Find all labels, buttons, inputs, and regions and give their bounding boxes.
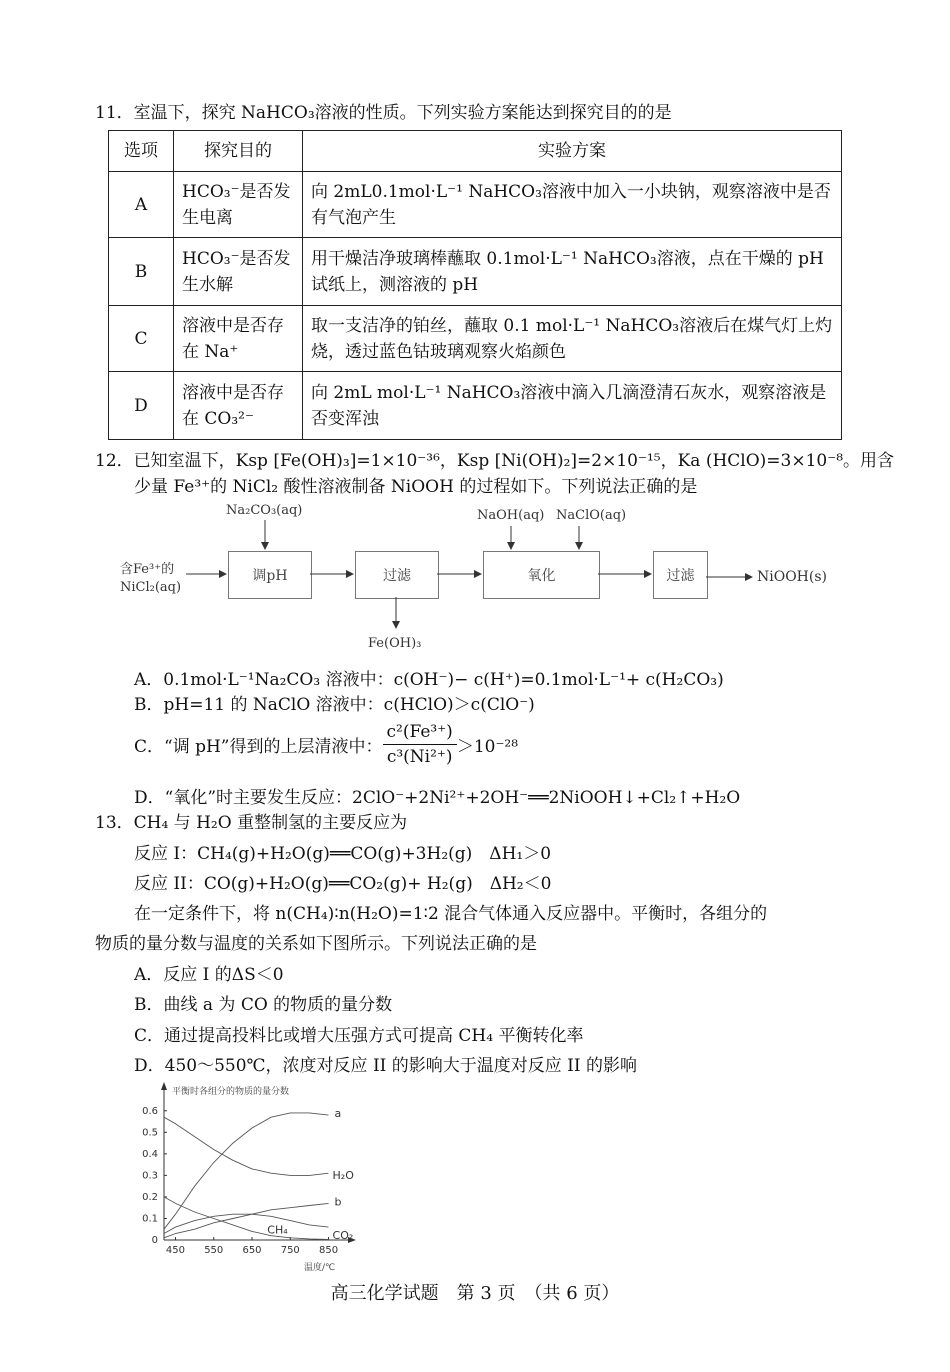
row-plan: 用干燥洁净玻璃棒蘸取 0.1mol·L⁻¹ NaHCO₃溶液，点在干燥的 pH 试纸上，测溶液的 pH	[303, 238, 842, 306]
q12-option-d: D．“氧化”时主要发生反应：2ClO⁻+2Ni²⁺+2OH⁻══2NiOOH↓+Cl₂↑+H₂O	[134, 788, 741, 808]
q12-option-c-suffix: ＞10⁻²⁸	[456, 737, 519, 757]
equilibrium-fraction-chart	[120, 1078, 370, 1272]
series-label: a	[334, 1107, 342, 1121]
y-tick-label: 0	[151, 1235, 158, 1246]
q13-stem: 13．CH₄ 与 H₂O 重整制氢的主要反应为	[95, 813, 408, 833]
row-plan: 向 2mL0.1mol·L⁻¹ NaHCO₃溶液中加入一小块钠，观察溶液中是否有气泡产生	[303, 172, 842, 238]
flow-step-filter-1: 过滤	[355, 551, 439, 599]
row-goal: 溶液中是否存在 Na⁺	[174, 306, 303, 372]
q12-option-c	[134, 720, 518, 769]
row-option: D	[109, 372, 174, 440]
flow-input-line2: NiCl₂(aq)	[120, 580, 182, 595]
row-option: C	[109, 306, 174, 372]
header-goal: 探究目的	[174, 131, 303, 172]
q12-option-c-fraction	[383, 720, 457, 769]
y-tick-label: 0.5	[142, 1127, 158, 1139]
flow-step-oxidize: 氧化	[483, 551, 600, 599]
series-line	[164, 1113, 329, 1229]
q12-option-c-prefix: C．“调 pH”得到的上层清液中：	[134, 737, 383, 757]
series-line	[164, 1117, 329, 1175]
flow-reagent-naclo: NaClO(aq)	[556, 508, 627, 523]
q12-option-a: A．0.1mol·L⁻¹Na₂CO₃ 溶液中：c(OH⁻)− c(H⁺)=0.1mol·L⁻¹+ c(H₂CO₃)	[134, 670, 724, 690]
x-tick-label: 550	[204, 1245, 224, 1256]
x-tick-label: 450	[165, 1245, 186, 1256]
row-plan: 向 2mL mol·L⁻¹ NaHCO₃溶液中滴入几滴澄清石灰水，观察溶液是否变浑浊	[303, 372, 842, 440]
row-option: A	[109, 172, 174, 238]
y-tick-label: 0.4	[142, 1148, 158, 1160]
series-line	[164, 1203, 329, 1237]
q11-stem: 11．室温下，探究 NaHCO₃溶液的性质。下列实验方案能达到探究目的的是	[95, 103, 672, 123]
q13-option-d: D．450～550℃，浓度对反应 II 的影响大于温度对反应 II 的影响	[134, 1056, 638, 1076]
q12-stem-line1: 12．已知室温下，Ksp [Fe(OH)₃]=1×10⁻³⁶，Ksp [Ni(OH)₂]=2×10⁻¹⁵，Ka (HClO)=3×10⁻⁸。用含	[95, 451, 895, 471]
header-plan: 实验方案	[303, 131, 842, 172]
flow-step-adjust-ph: 调pH	[228, 551, 312, 599]
flow-reagent-naoh: NaOH(aq)	[477, 508, 545, 523]
x-tick-label: 850	[318, 1245, 339, 1256]
q13-desc-line1: 在一定条件下，将 n(CH₄)∶n(H₂O)=1∶2 混合气体通入反应器中。平衡时，各组分的	[134, 904, 768, 924]
header-option: 选项	[109, 131, 174, 172]
row-goal: HCO₃⁻是否发生水解	[174, 238, 303, 306]
q13-option-b: B．曲线 a 为 CO 的物质的量分数	[134, 995, 393, 1015]
y-tick-label: 0.6	[142, 1105, 158, 1117]
y-axis-arrow	[161, 1082, 167, 1090]
y-tick-label: 0.3	[142, 1170, 158, 1182]
q12-option-b: B．pH=11 的 NaClO 溶液中：c(HClO)＞c(ClO⁻)	[134, 695, 535, 715]
x-tick-label: 650	[242, 1245, 262, 1256]
q13-reaction-1: 反应 I：CH₄(g)+H₂O(g)══CO(g)+3H₂(g) ΔH₁＞0	[134, 844, 552, 864]
series-label: CO₂	[332, 1229, 354, 1243]
series-label: b	[334, 1195, 342, 1209]
q13-option-a: A．反应 I 的ΔS＜0	[134, 965, 284, 985]
row-goal: HCO₃⁻是否发生电离	[174, 172, 303, 238]
q13-reaction-2: 反应 II：CO(g)+H₂O(g)══CO₂(g)+ H₂(g) ΔH₂＜0	[134, 874, 552, 894]
row-goal: 溶液中是否存在 CO₃²⁻	[174, 372, 303, 440]
x-axis-label: 温度/℃	[304, 1263, 336, 1272]
y-axis-label: 平衡时各组分的物质的量分数	[172, 1087, 290, 1097]
flow-step-filter-2: 过滤	[653, 551, 708, 599]
page-footer: 高三化学试题 第 3 页 （共 6 页）	[330, 1283, 620, 1304]
x-tick-label: 750	[280, 1245, 300, 1256]
flow-product-niooh: NiOOH(s)	[757, 569, 827, 585]
q13-option-c: C．通过提高投料比或增大压强方式可提高 CH₄ 平衡转化率	[134, 1026, 584, 1046]
y-tick-label: 0.1	[142, 1213, 158, 1225]
flow-reagent-na2co3: Na₂CO₃(aq)	[226, 503, 303, 518]
series-label: H₂O	[332, 1169, 354, 1183]
flow-input-line1: 含Fe³⁺的	[120, 562, 175, 577]
y-tick-label: 0.2	[142, 1191, 158, 1203]
series-line	[164, 1197, 329, 1240]
q12-stem-line2: 少量 Fe³⁺的 NiCl₂ 酸性溶液制备 NiOOH 的过程如下。下列说法正确的是	[134, 477, 698, 497]
row-plan: 取一支洁净的铂丝，蘸取 0.1 mol·L⁻¹ NaHCO₃溶液后在煤气灯上灼烧，透过蓝色钴玻璃观察火焰颜色	[303, 306, 842, 372]
q13-desc-line2: 物质的量分数与温度的关系如下图所示。下列说法正确的是	[95, 934, 537, 954]
fraction-denominator: c³(Ni²⁺)	[386, 747, 453, 767]
flow-byproduct-feoh3: Fe(OH)₃	[368, 636, 422, 651]
row-option: B	[109, 238, 174, 306]
series-label: CH₄	[267, 1223, 288, 1237]
fraction-numerator: c²(Fe³⁺)	[383, 720, 457, 745]
